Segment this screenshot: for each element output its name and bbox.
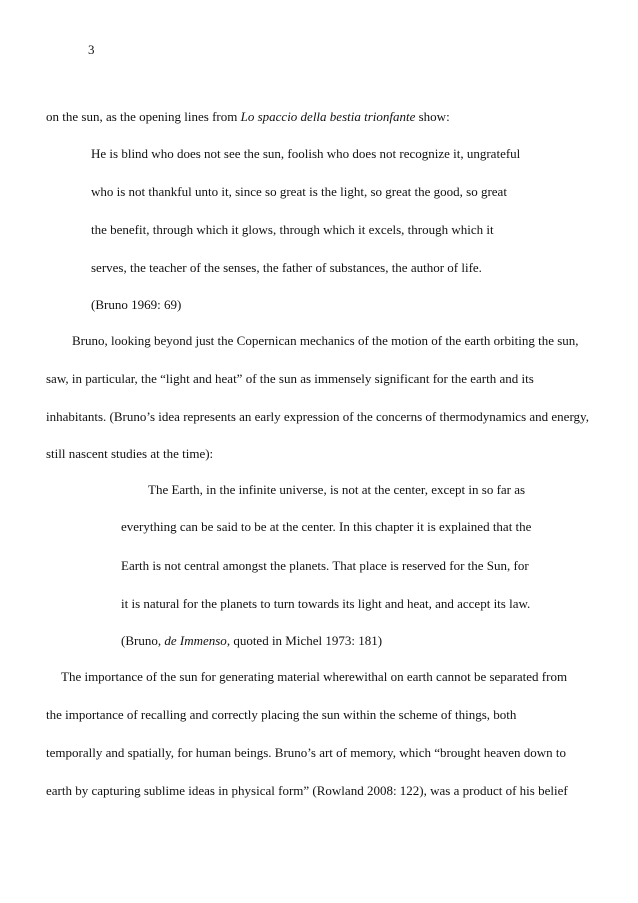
paragraph2-line: the importance of recalling and correctly placing the sun within the scheme of things, both (46, 707, 517, 722)
quote2-line: Earth is not central amongst the planets. That place is reserved for the Sun, for (121, 558, 529, 573)
quote1-line: serves, the teacher of the senses, the father of substances, the author of life. (91, 260, 482, 275)
citation-text-before: (Bruno, (121, 633, 165, 648)
intro-text-before: on the sun, as the opening lines from (46, 109, 241, 124)
paragraph1-line: inhabitants. (Bruno’s idea represents an early expression of the concerns of thermodynamics and energy, (46, 409, 589, 424)
page-number: 3 (88, 42, 95, 57)
quote1-line: He is blind who does not see the sun, foolish who does not recognize it, ungrateful (91, 146, 521, 161)
intro-text-after: show: (415, 109, 450, 124)
paragraph1-line: Bruno, looking beyond just the Copernican mechanics of the motion of the earth orbiting the sun, (72, 333, 579, 348)
paragraph2-line: temporally and spatially, for human beings. Bruno’s art of memory, which “brought heaven down to (46, 745, 566, 760)
paragraph1-line: still nascent studies at the time): (46, 446, 214, 461)
book-title: Lo spaccio della bestia trionfante (240, 109, 416, 124)
quote2-line: it is natural for the planets to turn towards its light and heat, and accept its law. (121, 596, 531, 611)
citation-text-after: , quoted in Michel 1973: 181) (226, 633, 383, 648)
quote1-line: the benefit, through which it glows, through which it excels, through which it (91, 222, 494, 237)
quote1-line: who is not thankful unto it, since so great is the light, so great the good, so great (91, 184, 507, 199)
paragraph1-line: saw, in particular, the “light and heat” of the sun as immensely significant for the earth and its (46, 371, 534, 386)
quote2-line: everything can be said to be at the center. In this chapter it is explained that the (121, 519, 532, 534)
paragraph2-line: earth by capturing sublime ideas in physical form” (Rowland 2008: 122), was a product of his belief (46, 783, 568, 798)
paragraph2-line: The importance of the sun for generating material wherewithal on earth cannot be separated from (61, 669, 568, 684)
quote1-citation: (Bruno 1969: 69) (91, 297, 182, 312)
quote2-line: The Earth, in the infinite universe, is not at the center, except in so far as (148, 482, 526, 497)
intro-line (46, 109, 450, 125)
quote2-citation (121, 633, 382, 649)
citation-title: de Immenso (164, 633, 227, 648)
